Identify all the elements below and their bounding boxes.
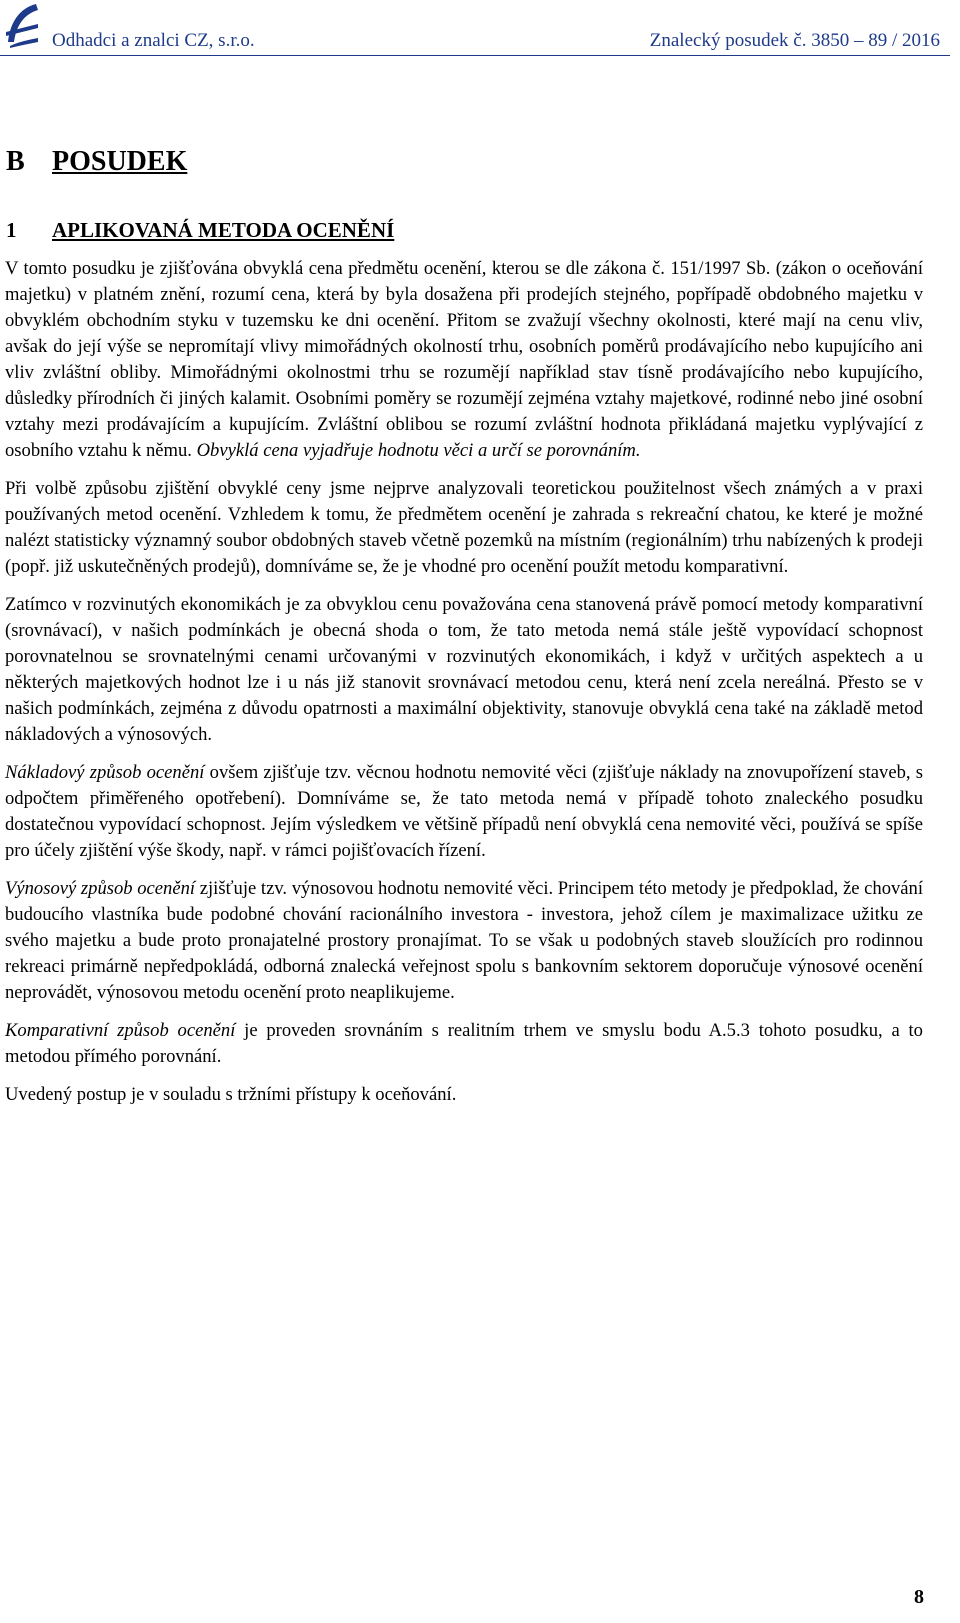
comparative-approach-term: Komparativní způsob ocenění — [5, 1020, 236, 1041]
section-number: B — [6, 146, 25, 177]
header-divider — [0, 55, 950, 56]
company-logo-icon — [4, 2, 40, 48]
paragraph-comparative-approach — [5, 1018, 923, 1070]
section-heading — [6, 146, 187, 178]
paragraph-definition-text: V tomto posudku je zjišťována obvyklá cena předmětu ocenění, kterou se dle zákona č. 151/1997 Sb. (zákon o oceňování majetku) v platném znění, rozumí cena, která by byla dosažena při prodejích stejného, popřípadě obdobného majetku v obvyklém obchodním styku v tuzemsku ke dni ocenění. Přitom se zvažují všechny okolnosti, které mají na cenu vliv, avšak do její výše se nepromítají vlivy mimořádných okolností trhu, osobních poměrů prodávajícího nebo kupujícího ani vliv zvláštní obliby. Mimořádnými okolnostmi trhu se rozumějí například stav tísně prodávajícího nebo kupujícího, důsledky přírodních či jiných kalamit. Osobními poměry se rozumějí zejména vztahy majetkové, rodinné nebo jiné osobní vztahy mezi prodávajícím a kupujícím. Zvláštní oblibou se rozumí zvláštní hodnota přikládaná majetku vyplývající z osobního vztahu k němu. — [5, 258, 923, 461]
cost-approach-text: ovšem zjišťuje tzv. věcnou hodnotu nemovité věci (zjišťuje náklady na znovupořízení staveb, s odpočtem přiměřeného opotřebení). Domníváme se, že tato metoda nemá v případě tohoto znaleckého posudku dostatečnou vypovídací schopnost. Jejím výsledkem ve většině případů není obvyklá cena nemovité věci, používá se spíše pro účely zjištění výše škody, např. v rámci pojišťovacích řízení. — [5, 762, 923, 861]
comparative-approach-text: je proveden srovnáním s realitním trhem ve smyslu bodu A.5.3 tohoto posudku, a to metodou přímého porovnání. — [5, 1020, 923, 1067]
income-approach-term: Výnosový způsob ocenění — [5, 878, 196, 899]
paragraph-definition-emphasis: Obvyklá cena vyjadřuje hodnotu věci a určí se porovnáním. — [196, 440, 641, 461]
subsection-number: 1 — [6, 218, 17, 242]
section-title: POSUDEK — [52, 146, 188, 177]
paragraph-cost-approach — [5, 760, 923, 864]
page-header — [0, 0, 950, 58]
subsection-title: APLIKOVANÁ METODA OCENĚNÍ — [52, 218, 395, 242]
page-number: 8 — [914, 1586, 924, 1608]
income-approach-text: zjišťuje tzv. výnosovou hodnotu nemovité věci. Principem této metody je předpoklad, že chování budoucího vlastníka bude podobné chování racionálního investora - investora, jehož cílem je maximalizace užitku ze svého majetku a bude proto pronajatelné prostory pronajímat. To se však u podobných staveb sloužících pro rodinnou rekreaci primárně nepředpokládá, odborná znalecká veřejnost spolu s bankovním sektorem doporučuje výnosové ocenění neprovádět, výnosovou metodu ocenění proto neaplikujeme. — [5, 878, 924, 1003]
subsection-heading — [6, 218, 394, 243]
body-text — [5, 256, 923, 1120]
header-company-name: Odhadci a znalci CZ, s.r.o. — [52, 30, 255, 51]
header-document-reference: Znalecký posudek č. 3850 – 89 / 2016 — [649, 30, 940, 51]
paragraph-income-approach — [5, 876, 923, 1006]
paragraph-conclusion: Uvedený postup je v souladu s tržními přístupy k oceňování. — [5, 1084, 457, 1105]
paragraph-method-choice: Při volbě způsobu zjištění obvyklé ceny jsme nejprve analyzovali teoretickou použitelnost všech známých a v praxi používaných metod ocenění. Vzhledem k tomu, že předmětem ocenění je zahrada s rekreační chatou, ke které je možné nalézt statisticky významný soubor obdobných staveb včetně pozemků na místním (regionálním) trhu nabízených k prodeji (popř. již uskutečněných prodejů), domníváme se, že je vhodné pro ocenění použít metodu komparativní. — [5, 478, 923, 577]
paragraph-comparative-context: Zatímco v rozvinutých ekonomikách je za obvyklou cenu považována cena stanovená právě pomocí metody komparativní (srovnávací), v našich podmínkách je obecná shoda o tom, že tato metoda nemá stále ještě vypovídací schopnost porovnatelnou se srovnatelnými cenami určovanými v rozvinutých ekonomikách, i když v určitých aspektech a u některých majetkových hodnot lze i u nás již stanovit srovnávací metodou cenu, která není zcela nereálná. Přesto se v našich podmínkách, zejména z důvodu opatrnosti a maximální objektivity, stanovuje obvyklá cena také na základě metod nákladových a výnosových. — [5, 594, 923, 745]
cost-approach-term: Nákladový způsob ocenění — [5, 762, 205, 783]
paragraph-definition — [5, 256, 923, 464]
